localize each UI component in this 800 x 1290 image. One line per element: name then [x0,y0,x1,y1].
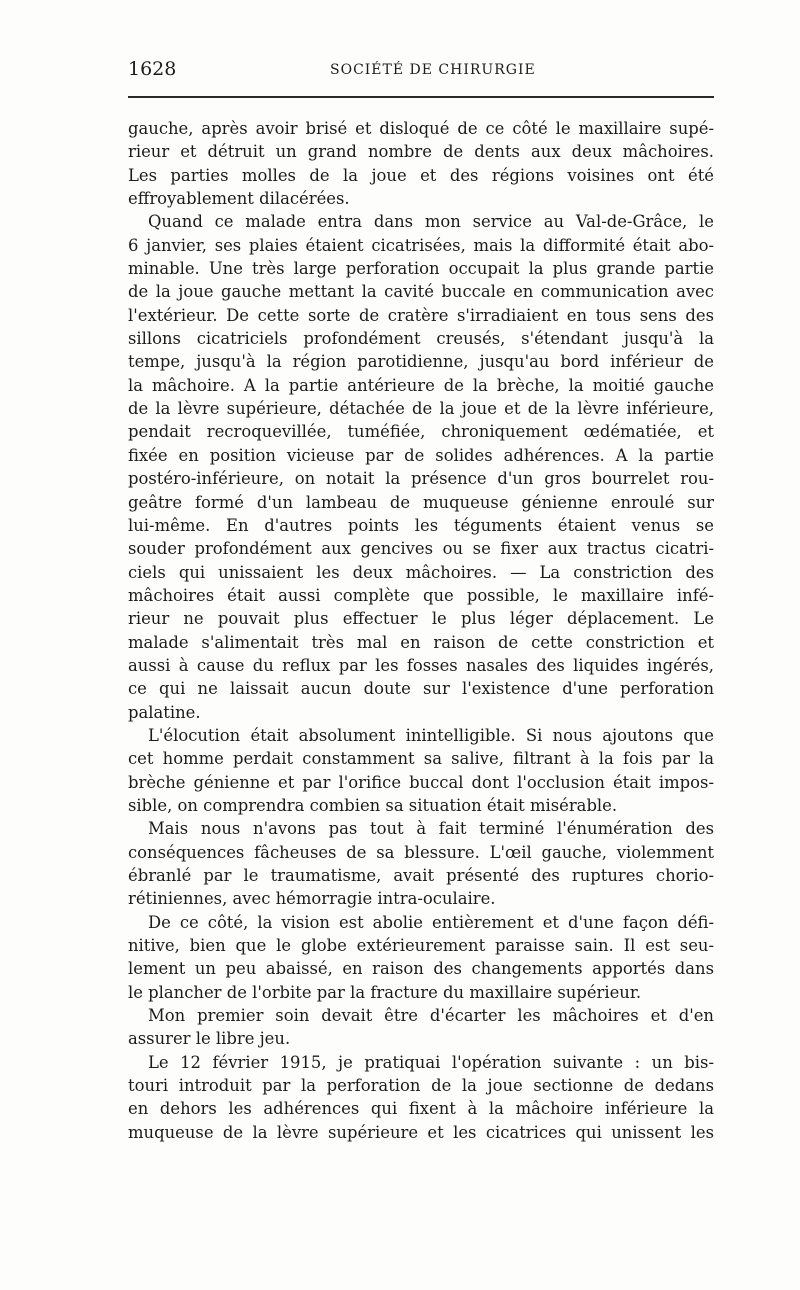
text-line: lui-même. En d'autres points les téguments étaient venus se [128,515,714,535]
text-line: l'extérieur. De cette sorte de cratère s'irradiaient en tous sens des [128,305,714,325]
header-rule [128,96,714,98]
text-line: tempe, jusqu'à la région parotidienne, jusqu'au bord inférieur de [128,352,714,372]
text-line: la mâchoire. A la partie antérieure de la brèche, la moitié gauche [128,375,714,395]
text-line: Le 12 février 1915, je pratiquai l'opération suivante : un bis- [148,1052,714,1072]
body-text [128,117,714,1144]
text-line: brèche génienne et par l'orifice buccal dont l'occlusion était impos- [128,772,714,792]
text-line: muqueuse de la lèvre supérieure et les cicatrices qui unissent les [128,1122,714,1142]
running-title: SOCIÉTÉ DE CHIRURGIE [330,62,536,78]
text-line: De ce côté, la vision est abolie entièrement et d'une façon défi- [148,912,714,932]
text-line: sible, on comprendra combien sa situation était misérable. [128,795,618,815]
text-line: de la lèvre supérieure, détachée de la joue et de la lèvre inférieure, [128,399,714,419]
text-line: nitive, bien que le globe extérieurement paraisse sain. Il est seu- [128,936,714,956]
text-line: rieur ne pouvait plus effectuer le plus léger déplacement. Le [128,609,714,629]
text-line: effroyablement dilacérées. [128,189,350,209]
text-line: sillons cicatriciels profondément creusés, s'étendant jusqu'à la [128,329,714,349]
text-line: rieur et détruit un grand nombre de dents aux deux mâchoires. [128,142,714,162]
page-number: 1628 [128,58,177,80]
text-line: de la joue gauche mettant la cavité buccale en communication avec [128,282,714,302]
text-line: le plancher de l'orbite par la fracture du maxillaire supérieur. [128,982,642,1002]
text-line: assurer le libre jeu. [128,1029,291,1049]
text-line: palatine. [128,702,201,722]
text-line: mâchoires était aussi complète que possible, le maxillaire infé- [128,585,714,605]
text-line: fixée en position vicieuse par de solides adhérences. A la partie [128,445,714,465]
text-line: Mais nous n'avons pas tout à fait terminé l'énumération des [148,819,714,839]
text-line: souder profondément aux gencives ou se fixer aux tractus cicatri- [128,539,714,559]
text-line: Quand ce malade entra dans mon service au Val-de-Grâce, le [148,212,714,232]
text-line: en dehors les adhérences qui fixent à la mâchoire inférieure la [128,1099,714,1119]
text-line: postéro-inférieure, on notait la présence d'un gros bourrelet rou- [128,469,714,489]
text-line: pendait recroquevillée, tuméfiée, chroniquement œdématiée, et [128,422,714,442]
text-line: cet homme perdait constamment sa salive, filtrant à la fois par la [128,749,714,769]
text-line: gauche, après avoir brisé et disloqué de ce côté le maxillaire supé- [128,119,714,138]
text-line: ce qui ne laissait aucun doute sur l'existence d'une perforation [128,679,714,699]
text-line: conséquences fâcheuses de sa blessure. L'œil gauche, violemment [128,842,714,862]
page-header [128,58,714,86]
text-line: minable. Une très large perforation occupait la plus grande partie [128,259,714,279]
text-line: L'élocution était absolument inintelligible. Si nous ajoutons que [148,725,714,745]
text-line: 6 janvier, ses plaies étaient cicatrisées, mais la difformité était abo- [128,235,714,255]
text-line: ébranlé par le traumatisme, avait présenté des ruptures chorio- [128,866,714,885]
text-line: Les parties molles de la joue et des régions voisines ont été [128,165,714,185]
text-line: aussi à cause du reflux par les fosses nasales des liquides ingérés, [128,655,714,675]
text-line: rétiniennes, avec hémorragie intra-oculaire. [128,889,496,909]
text-line: malade s'alimentait très mal en raison de cette constriction et [128,632,714,652]
text-line: Mon premier soin devait être d'écarter les mâchoires et d'en [148,1006,714,1026]
text-line: ciels qui unissaient les deux mâchoires. — La constriction des [128,562,714,582]
text-line: touri introduit par la perforation de la joue sectionne de dedans [128,1076,714,1096]
text-line: geâtre formé d'un lambeau de muqueuse génienne enroulé sur [128,492,714,512]
text-line: lement un peu abaissé, en raison des changements apportés dans [128,959,714,979]
